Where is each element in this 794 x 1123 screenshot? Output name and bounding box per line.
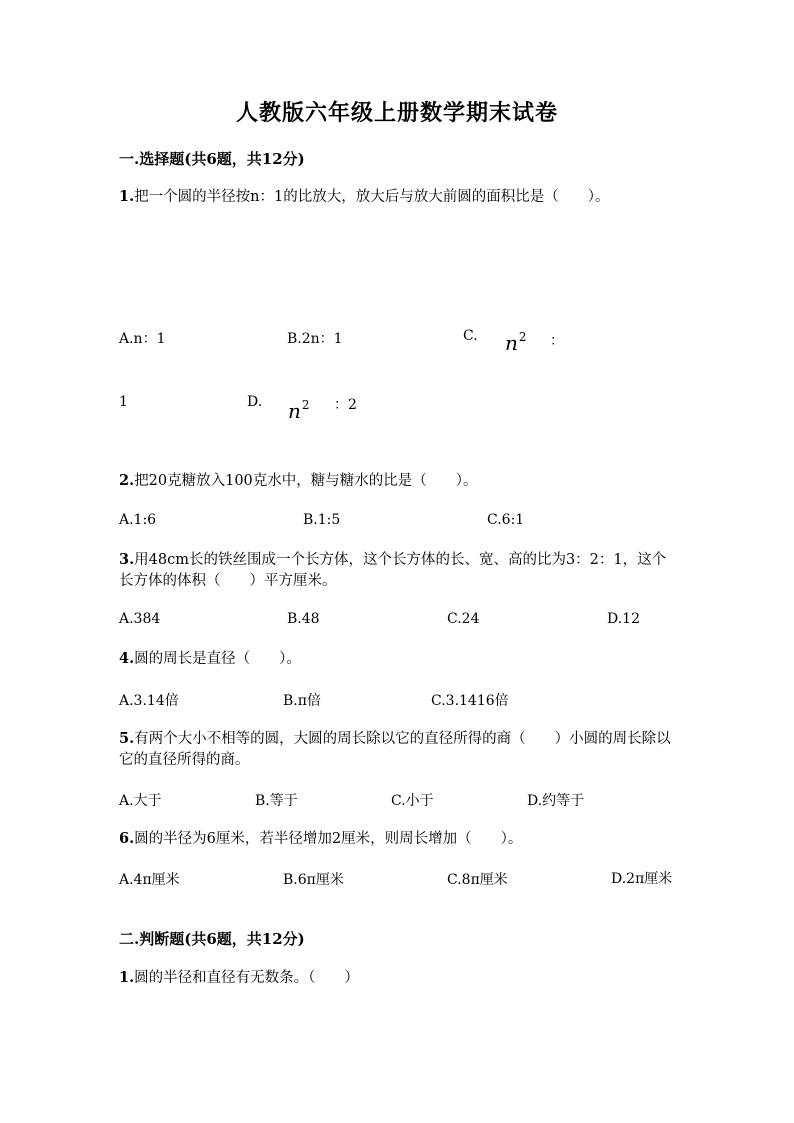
question-number: 3. bbox=[119, 551, 135, 568]
option-c-math bbox=[505, 330, 527, 355]
judgement-1 bbox=[119, 967, 679, 989]
math-exponent: 2 bbox=[518, 330, 527, 344]
option-b: B.48 bbox=[287, 611, 320, 627]
question-number: 4. bbox=[119, 650, 135, 667]
option-c: C.3.1416倍 bbox=[431, 693, 509, 709]
question-text: 圆的半径和直径有无数条。（ ） bbox=[134, 970, 359, 986]
question-3 bbox=[119, 549, 679, 592]
option-b: B.6π厘米 bbox=[283, 872, 344, 888]
page-title: 人教版六年级上册数学期末试卷 bbox=[235, 100, 558, 126]
question-number: 1. bbox=[119, 969, 135, 986]
option-a: A.384 bbox=[119, 611, 161, 627]
question-1 bbox=[119, 186, 679, 208]
option-c-colon: ： bbox=[550, 333, 564, 349]
option-a: A.4π厘米 bbox=[119, 872, 180, 888]
option-b: B.等于 bbox=[255, 793, 298, 809]
option-d-rest: ：2 bbox=[334, 397, 357, 413]
option-c: C.6:1 bbox=[487, 512, 525, 528]
option-c-continued: 1 bbox=[119, 394, 128, 410]
question-text: 有两个大小不相等的圆，大圆的周长除以它的直径所得的商（ ）小圆的周长除以它的直径所得的商。 bbox=[119, 731, 671, 768]
question-text: 把一个圆的半径按n：1的比放大，放大后与放大前圆的面积比是（ ）。 bbox=[134, 189, 610, 205]
section-heading-judgement: 二.判断题(共6题，共12分) bbox=[119, 930, 305, 948]
question-text: 圆的周长是直径（ ）。 bbox=[134, 651, 301, 667]
option-a: A.3.14倍 bbox=[119, 693, 179, 709]
option-a: A.大于 bbox=[119, 793, 162, 809]
question-text: 圆的半径为6厘米，若半径增加2厘米，则周长增加（ ）。 bbox=[134, 831, 523, 847]
option-b: B.1:5 bbox=[303, 512, 341, 528]
math-base: n bbox=[505, 331, 518, 355]
math-exponent: 2 bbox=[301, 398, 310, 412]
option-c: C.8π厘米 bbox=[447, 872, 508, 888]
option-d: D. bbox=[247, 394, 263, 410]
option-d-math bbox=[288, 398, 310, 423]
option-a: A.1:6 bbox=[119, 512, 157, 528]
question-2 bbox=[119, 470, 679, 492]
question-number: 2. bbox=[119, 472, 135, 489]
option-a: A.n：1 bbox=[119, 331, 166, 347]
question-number: 5. bbox=[119, 730, 135, 747]
question-4 bbox=[119, 648, 679, 670]
option-b: B.2n：1 bbox=[287, 331, 343, 347]
question-text: 把20克糖放入100克水中，糖与糖水的比是（ ）。 bbox=[134, 473, 478, 489]
option-d: D.约等于 bbox=[527, 793, 585, 809]
math-base: n bbox=[288, 399, 301, 423]
question-number: 1. bbox=[119, 188, 135, 205]
option-c: C. bbox=[463, 328, 478, 344]
question-5 bbox=[119, 728, 679, 771]
option-b: B.π倍 bbox=[283, 693, 321, 709]
option-c: C.小于 bbox=[391, 793, 434, 809]
option-d: D.12 bbox=[607, 611, 640, 627]
option-d: D.2π厘米 bbox=[611, 871, 673, 887]
option-c: C.24 bbox=[447, 611, 480, 627]
question-number: 6. bbox=[119, 830, 135, 847]
section-heading-choice: 一.选择题(共6题，共12分) bbox=[119, 150, 305, 168]
question-6 bbox=[119, 828, 679, 850]
question-text: 用48cm长的铁丝围成一个长方体，这个长方体的长、宽、高的比为3：2：1，这个长方体的体积（ ）平方厘米。 bbox=[119, 552, 667, 589]
